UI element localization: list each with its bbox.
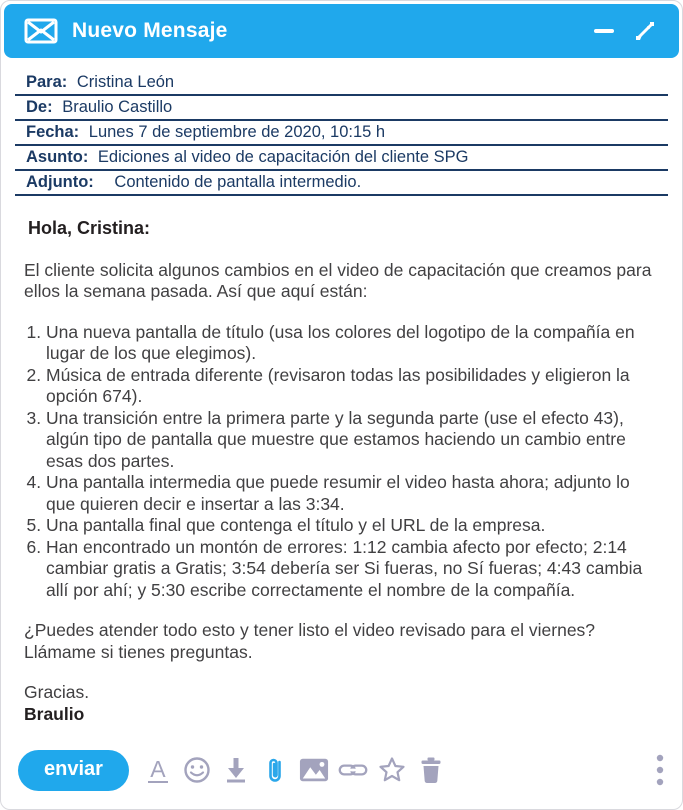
trash-icon[interactable] — [416, 755, 446, 785]
list-item: 5. Una pantalla final que contenga el título y el URL de la empresa. — [46, 515, 652, 537]
emoji-icon[interactable] — [182, 755, 212, 785]
signature: Braulio — [24, 703, 85, 724]
insert-download-icon[interactable] — [221, 755, 251, 785]
list-item: 1. Una nueva pantalla de título (usa los colores del logotipo de la compañía en lugar de los que elegimos). — [46, 322, 652, 365]
field-label: De: — [26, 98, 53, 116]
field-asunto[interactable] — [15, 146, 668, 171]
titlebar — [4, 4, 679, 58]
field-value: Lunes 7 de septiembre de 2020, 10:15 h — [88, 123, 386, 141]
field-label: Adjunto: — [26, 173, 94, 191]
message-header-fields — [15, 71, 668, 196]
list-item: 6. Han encontrado un montón de errores: 1:12 cambia afecto por efecto; 2:14 cambiar gratis a Gratis; 3:54 debería ser Si fueras, no Sí fueras; 4:43 cambia allí por ahí; y 5:30 escribe correctamente el nombre de la compañía. — [46, 537, 652, 602]
message-body[interactable] — [1, 196, 682, 725]
changes-list — [24, 322, 652, 602]
field-para[interactable] — [15, 71, 668, 96]
field-label: Para: — [26, 73, 68, 91]
window-title: Nuevo Mensaje — [72, 19, 228, 42]
envelope-icon — [24, 18, 58, 44]
compose-toolbar — [1, 747, 682, 809]
star-icon[interactable] — [377, 755, 407, 785]
greeting: Hola, Cristina: — [28, 218, 151, 238]
format-letter: A — [150, 755, 166, 782]
field-label: Fecha: — [26, 123, 80, 141]
list-item: 4. Una pantalla intermedia que puede resumir el video hasta ahora; adjunto lo que quieren decir e insertar a las 3:34. — [46, 472, 652, 515]
more-options-icon[interactable] — [656, 753, 664, 787]
minimize-button[interactable] — [593, 27, 615, 35]
format-text-icon[interactable] — [143, 755, 173, 785]
intro-paragraph: El cliente solicita algunos cambios en el video de capacitación que creamos para ellos la semana pasada. Así que aquí están: — [24, 259, 652, 301]
field-adjunto[interactable] — [15, 171, 668, 196]
closing-paragraph: ¿Puedes atender todo esto y tener listo el video revisado para el viernes? Llámame si tienes preguntas. — [24, 620, 596, 662]
send-button[interactable]: enviar — [18, 750, 129, 791]
field-value: Braulio Castillo — [62, 98, 173, 116]
link-icon[interactable] — [338, 755, 368, 785]
expand-icon[interactable] — [633, 19, 657, 43]
list-item: 3. Una transición entre la primera parte y la segunda parte (use el efecto 43), algún tipo de pantalla que muestre que estamos haciendo un cambio entre esas dos partes. — [46, 408, 652, 473]
field-value: Ediciones al video de capacitación del cliente SPG — [97, 148, 469, 166]
field-value: Cristina León — [76, 73, 175, 91]
image-icon[interactable] — [299, 755, 329, 785]
attach-icon[interactable] — [260, 755, 290, 785]
field-de[interactable] — [15, 96, 668, 121]
field-fecha[interactable] — [15, 121, 668, 146]
field-value: Contenido de pantalla intermedio. — [114, 173, 362, 191]
field-label: Asunto: — [26, 148, 89, 166]
signoff: Gracias. — [24, 682, 90, 702]
list-item: 2. Música de entrada diferente (revisaron todas las posibilidades y eligieron la opción 674). — [46, 365, 652, 408]
